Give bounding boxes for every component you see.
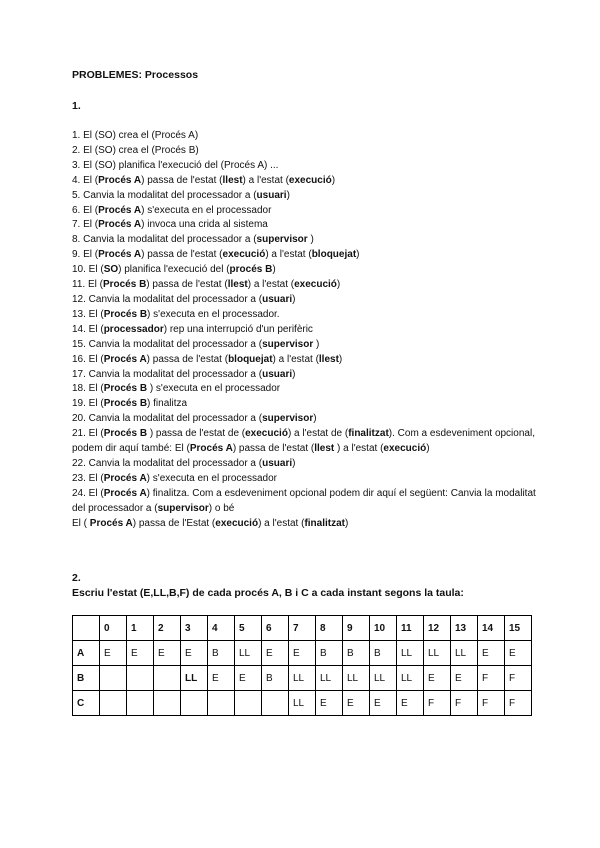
state-cell: E: [100, 641, 127, 666]
header-cell: 8: [316, 616, 343, 641]
section-1-number: 1.: [72, 100, 81, 112]
header-cell: 13: [451, 616, 478, 641]
row-label-cell: A: [73, 641, 100, 666]
step-text: 10. El (: [72, 264, 104, 276]
state-cell: LL: [235, 641, 262, 666]
row-label-cell: B: [73, 666, 100, 691]
step-term: bloquejat: [311, 249, 357, 261]
state-cell: LL: [397, 641, 424, 666]
step-text: 21. El (: [72, 428, 104, 440]
step-text: ) a l'estat (: [242, 174, 289, 186]
section-2: [72, 571, 542, 600]
step-text: 22. Canvia la modalitat del processador a (: [72, 457, 263, 469]
step-term: execució: [222, 249, 266, 261]
document-body: [72, 68, 542, 531]
header-cell: 12: [424, 616, 451, 641]
step-term: Procés A: [189, 443, 233, 455]
state-cell: F: [478, 666, 505, 691]
step-text: ) passa de l'estat (: [141, 249, 223, 261]
header-cell: [73, 616, 100, 641]
state-cell: F: [451, 691, 478, 716]
step-term: usuari: [256, 189, 287, 201]
state-cell: [181, 691, 208, 716]
table-header-row: [73, 616, 532, 641]
step-line: [72, 412, 542, 427]
step-term: Procés A: [89, 517, 133, 529]
step-term: supervisor: [157, 502, 209, 514]
step-text: 20. Canvia la modalitat del processador a (: [72, 413, 263, 425]
step-term: Procés B: [102, 279, 147, 291]
state-cell: LL: [316, 666, 343, 691]
step-line: [72, 308, 542, 323]
step-text: ): [292, 293, 296, 305]
header-cell: 0: [100, 616, 127, 641]
step-text: 11. El (: [72, 279, 103, 291]
step-text: ): [331, 174, 336, 186]
header-cell: 2: [154, 616, 181, 641]
step-term: Procés A: [103, 472, 147, 484]
step-term: bloquejat: [228, 353, 273, 365]
step-text: ) passa de l'estat de (: [147, 428, 246, 440]
state-cell: E: [424, 666, 451, 691]
step-line: [72, 144, 542, 159]
step-term: SO: [103, 264, 119, 276]
step-term: Procés B: [103, 428, 148, 440]
document-title: PROBLEMES: Processos: [72, 69, 199, 81]
step-line: [72, 174, 542, 189]
step-text: ) finalitza. Com a esdeveniment opcional podem dir aquí el següent: Canvia la modalitat del processador a (: [72, 487, 536, 514]
state-cell: E: [343, 691, 370, 716]
step-text: ): [336, 279, 341, 291]
step-text: ) a l'estat (: [247, 279, 295, 291]
step-text: ) a l'estat (: [272, 353, 319, 365]
step-text: ) rep una interrupció d'un perifèric: [163, 323, 313, 335]
step-text: 9. El (: [72, 249, 99, 261]
step-term: Procés A: [103, 487, 147, 499]
step-text: 3. El (SO) planifica l'execució del (Procés A) ...: [72, 159, 279, 171]
step-line: [72, 278, 542, 293]
table-row: [73, 641, 532, 666]
header-cell: 10: [370, 616, 397, 641]
step-line: [72, 427, 542, 457]
header-cell: 4: [208, 616, 235, 641]
step-text: ): [286, 189, 290, 201]
state-cell: LL: [343, 666, 370, 691]
step-text: ) a l'estat de (: [287, 428, 349, 440]
state-cell: B: [316, 641, 343, 666]
step-line: [72, 204, 542, 219]
step-text: ): [307, 234, 314, 246]
header-cell: 5: [235, 616, 262, 641]
state-cell: E: [505, 641, 532, 666]
state-cell: [154, 666, 181, 691]
step-term: supervisor: [262, 413, 314, 425]
step-text: ) planifica l'execució del (: [118, 264, 230, 276]
state-cell: LL: [451, 641, 478, 666]
step-term: usuari: [262, 368, 293, 380]
state-cell: LL: [289, 666, 316, 691]
step-text: ) s'executa en el processador: [141, 204, 272, 216]
step-term: processador: [103, 323, 164, 335]
step-text: ) passa de l'estat (: [232, 443, 315, 455]
step-term: Procés A: [98, 174, 142, 186]
step-text: ) a l'estat (: [258, 517, 305, 529]
step-text: ) finalitza: [147, 398, 188, 410]
header-cell: 9: [343, 616, 370, 641]
step-text: ) s'executa en el processador: [147, 383, 281, 395]
step-text: 23. El (: [72, 472, 104, 484]
step-term: Procés A: [98, 204, 142, 216]
step-term: supervisor: [262, 338, 314, 350]
state-cell: LL: [181, 666, 208, 691]
step-line: [72, 338, 542, 353]
header-cell: 14: [478, 616, 505, 641]
step-line: [72, 293, 542, 308]
steps-list: [72, 129, 542, 531]
state-cell: LL: [424, 641, 451, 666]
step-text: 14. El (: [72, 323, 104, 335]
step-line: [72, 263, 542, 278]
state-cell: E: [451, 666, 478, 691]
step-line: [72, 517, 542, 532]
state-cell: E: [262, 641, 289, 666]
state-cell: E: [289, 641, 316, 666]
step-text: El (: [72, 517, 90, 529]
step-line: [72, 218, 542, 233]
step-term: llest: [227, 279, 248, 291]
step-term: llest: [222, 174, 243, 186]
state-cell: [154, 691, 181, 716]
step-text: ) o bé: [208, 502, 235, 514]
step-term: procés B: [229, 264, 273, 276]
section-2-prompt: Escriu l'estat (E,LL,B,F) de cada procés A, B i C a cada instant segons la taula:: [72, 586, 464, 599]
step-text: 16. El (: [72, 353, 104, 365]
step-text: 19. El (: [72, 398, 104, 410]
state-cell: E: [208, 666, 235, 691]
state-cell: [262, 691, 289, 716]
step-line: [72, 248, 542, 263]
step-term: finalitzat: [348, 428, 389, 440]
step-term: usuari: [262, 457, 293, 469]
state-cell: E: [478, 641, 505, 666]
state-cell: F: [478, 691, 505, 716]
step-term: Procés A: [98, 249, 142, 261]
state-cell: [100, 666, 127, 691]
step-text: ): [292, 457, 296, 469]
step-term: Procés A: [98, 219, 142, 231]
step-text: ): [356, 249, 360, 261]
step-text: ): [292, 368, 296, 380]
state-cell: [127, 691, 154, 716]
step-term: execució: [294, 279, 337, 291]
step-line: [72, 353, 542, 368]
step-line: [72, 189, 542, 204]
step-term: finalitzat: [304, 517, 346, 529]
step-text: 15. Canvia la modalitat del processador a (: [72, 338, 263, 350]
step-line: [72, 233, 542, 248]
step-text: 6. El (: [72, 204, 99, 216]
state-cell: F: [505, 666, 532, 691]
step-text: ): [313, 338, 320, 350]
step-text: ) passa de l'estat (: [146, 279, 228, 291]
row-label-cell: C: [73, 691, 100, 716]
state-cell: LL: [397, 666, 424, 691]
step-text: 8. Canvia la modalitat del processador a (: [72, 234, 257, 246]
header-cell: 6: [262, 616, 289, 641]
state-cell: [127, 666, 154, 691]
state-cell: [208, 691, 235, 716]
step-term: llest: [314, 443, 335, 455]
state-cell: E: [316, 691, 343, 716]
step-term: execució: [288, 174, 332, 186]
step-text: 7. El (: [72, 219, 99, 231]
step-text: 4. El (: [72, 174, 99, 186]
step-text: ) passa de l'estat (: [141, 174, 223, 186]
step-term: supervisor: [256, 234, 308, 246]
step-line: [72, 368, 542, 383]
state-cell: E: [154, 641, 181, 666]
step-text: ) s'executa en el processador.: [147, 308, 280, 320]
step-line: [72, 472, 542, 487]
step-text: 1. El (SO) crea el (Procés A): [72, 130, 199, 141]
state-cell: LL: [370, 666, 397, 691]
section-2-number: 2.: [72, 572, 81, 584]
state-cell: E: [181, 641, 208, 666]
table-row: [73, 666, 532, 691]
step-text: 12. Canvia la modalitat del processador a (: [72, 293, 263, 305]
header-cell: 11: [397, 616, 424, 641]
state-cell: E: [127, 641, 154, 666]
state-cell: B: [208, 641, 235, 666]
step-term: Procés B: [103, 383, 148, 395]
state-cell: E: [397, 691, 424, 716]
step-text: ) passa de l'Estat (: [132, 517, 216, 529]
state-cell: F: [505, 691, 532, 716]
step-text: ) s'executa en el processador: [146, 472, 277, 484]
state-cell: LL: [289, 691, 316, 716]
step-line: [72, 323, 542, 338]
step-text: 5. Canvia la modalitat del processador a (: [72, 189, 257, 201]
state-cell: F: [424, 691, 451, 716]
header-cell: 3: [181, 616, 208, 641]
state-cell: B: [262, 666, 289, 691]
header-cell: 15: [505, 616, 532, 641]
step-term: llest: [318, 353, 339, 365]
state-cell: B: [343, 641, 370, 666]
step-text: ): [338, 353, 343, 365]
step-term: Procés B: [103, 398, 148, 410]
step-text: ): [345, 517, 349, 529]
step-text: 18. El (: [72, 383, 104, 395]
state-cell: B: [370, 641, 397, 666]
step-text: 2. El (SO) crea el (Procés B): [72, 144, 199, 156]
step-text: ): [426, 443, 430, 455]
step-text: ) invoca una crida al sistema: [141, 219, 268, 231]
process-states-table: [72, 615, 532, 716]
step-term: execució: [245, 428, 288, 440]
step-text: ). Com a esdeveniment opcional, podem dir aquí també: El (: [72, 428, 535, 455]
step-term: execució: [215, 517, 259, 529]
state-cell: [100, 691, 127, 716]
step-text: ): [313, 413, 317, 425]
step-term: execució: [383, 443, 427, 455]
step-text: ) passa de l'estat (: [146, 353, 229, 365]
step-line: [72, 129, 542, 144]
step-line: [72, 457, 542, 472]
state-cell: E: [235, 666, 262, 691]
step-text: 13. El (: [72, 308, 104, 320]
step-line: [72, 397, 542, 412]
step-term: usuari: [262, 293, 293, 305]
step-line: [72, 487, 542, 517]
step-term: Procés B: [103, 308, 148, 320]
state-cell: [235, 691, 262, 716]
header-cell: 1: [127, 616, 154, 641]
step-text: ) a l'estat (: [265, 249, 312, 261]
step-line: [72, 382, 542, 397]
step-term: Procés A: [103, 353, 147, 365]
step-text: ): [272, 264, 276, 276]
step-text: 17. Canvia la modalitat del processador a (: [72, 368, 263, 380]
step-text: 24. El (: [72, 487, 104, 499]
table-row: [73, 691, 532, 716]
step-line: [72, 159, 542, 174]
step-text: ) a l'estat (: [334, 443, 384, 455]
state-cell: E: [370, 691, 397, 716]
header-cell: 7: [289, 616, 316, 641]
